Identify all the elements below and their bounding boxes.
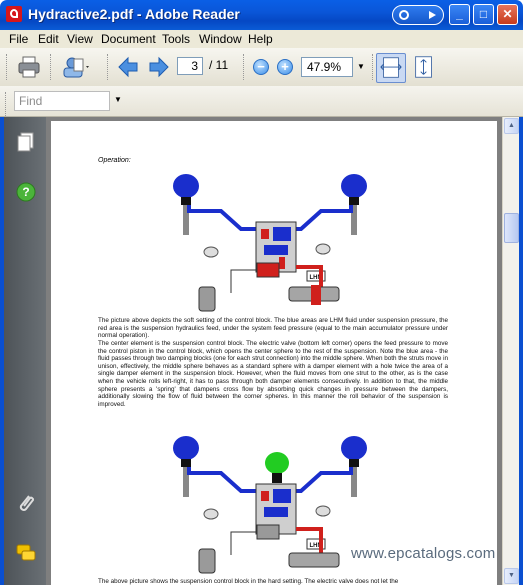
svg-text:?: ? — [22, 185, 30, 199]
menu-view[interactable]: View — [67, 32, 93, 46]
attachments-icon[interactable] — [15, 492, 37, 514]
next-page-icon[interactable] — [148, 56, 170, 78]
fit-width-icon — [377, 54, 405, 82]
find-bar — [0, 86, 523, 117]
help-icon[interactable] — [15, 181, 37, 203]
find-dropdown-icon[interactable]: ▼ — [114, 95, 122, 104]
menu-tools[interactable]: Tools — [162, 32, 191, 46]
toolbar — [0, 48, 523, 87]
comments-icon[interactable] — [15, 542, 37, 564]
fit-page-button[interactable] — [410, 53, 440, 83]
watermark-text: www.epcatalogs.com — [351, 545, 496, 562]
toolbar-separator — [50, 54, 54, 80]
maximize-button[interactable]: □ — [473, 4, 494, 25]
lhm-label-bottom: LHM — [309, 543, 323, 549]
menu-window[interactable]: Window — [199, 32, 242, 46]
title-bar — [0, 0, 523, 30]
pages-icon[interactable] — [15, 131, 37, 153]
zoom-dropdown-icon[interactable]: ▼ — [357, 62, 365, 71]
toolbar-grip — [5, 92, 9, 118]
minimize-button[interactable]: _ — [449, 4, 470, 25]
operation-heading: Operation: — [98, 157, 131, 164]
paragraph-soft-setting: The picture above depicts the soft setting of the control block. The blue areas are LHM fluid under suspension pressure, the red area is the suspension hydraulics feed, under the system feed pressure (equal to the main accumulator pressure under normal operation). — [98, 317, 448, 340]
document-view[interactable] — [46, 117, 502, 585]
adobe-reader-icon — [6, 6, 22, 22]
fit-width-button[interactable] — [376, 53, 406, 83]
toolbar-grip — [6, 54, 10, 80]
close-button[interactable]: ✕ — [497, 4, 518, 25]
scroll-thumb[interactable] — [504, 213, 519, 243]
nav-pill-button[interactable] — [392, 5, 444, 25]
menu-bar — [0, 30, 523, 48]
menu-help[interactable]: Help — [248, 32, 273, 46]
previous-page-icon[interactable] — [117, 56, 139, 78]
print-icon[interactable] — [17, 55, 41, 79]
scroll-down-button[interactable]: ▼ — [504, 568, 519, 584]
zoom-out-button[interactable]: − — [253, 59, 269, 75]
scroll-up-button[interactable]: ▲ — [504, 118, 519, 134]
window-title: Hydractive2.pdf - Adobe Reader — [28, 6, 240, 22]
zoom-in-button[interactable]: + — [277, 59, 293, 75]
lhm-label-top: LHM — [309, 275, 323, 281]
page-total: / 11 — [209, 58, 229, 72]
menu-edit[interactable]: Edit — [38, 32, 59, 46]
menu-document[interactable]: Document — [101, 32, 156, 46]
navigation-panel — [4, 117, 46, 585]
find-input[interactable]: Find — [14, 91, 110, 111]
collaborate-icon[interactable] — [60, 55, 90, 79]
page-number-input[interactable]: 3 — [177, 57, 203, 75]
toolbar-separator — [107, 54, 111, 80]
menu-file[interactable]: File — [9, 32, 29, 46]
hydraulic-diagram-soft — [161, 167, 401, 317]
toolbar-separator — [243, 54, 247, 80]
fit-page-icon — [410, 53, 438, 81]
paragraph-hard-setting: The above picture shows the suspension control block in the hard setting. The electric valve does not let the — [98, 578, 399, 585]
vertical-scrollbar[interactable] — [502, 117, 519, 585]
pdf-page — [51, 121, 497, 585]
zoom-input[interactable]: 47.9% — [301, 57, 353, 77]
paragraph-control-block: The center element is the suspension control block. The electric valve (bottom left corner) opens the feed pressure to move the control piston in the control block, which opens the center sphere to the rest of the suspension. Note the blue area - the fluid passes through two damping blocks (one for each strut connection) into the middle sphere. When both the struts move in unison, effectively, the middle sphere behaves as a standard sphere with a damper element with a hole twice the area of a single damper element in the suspension block. However, when the fluid moves from one strut to the other, as is the case when the vehicle rolls left-right, it has to pass through both damper elements consecutively. In addition to that, the middle sphere presents a 'spring' that dampens cross flow by absorbing quick changes in pressure between the dampers, additionally slowing the flow of fluid between the corner spheres. In this manner the roll behavior of the suspension is improved. — [98, 340, 448, 408]
